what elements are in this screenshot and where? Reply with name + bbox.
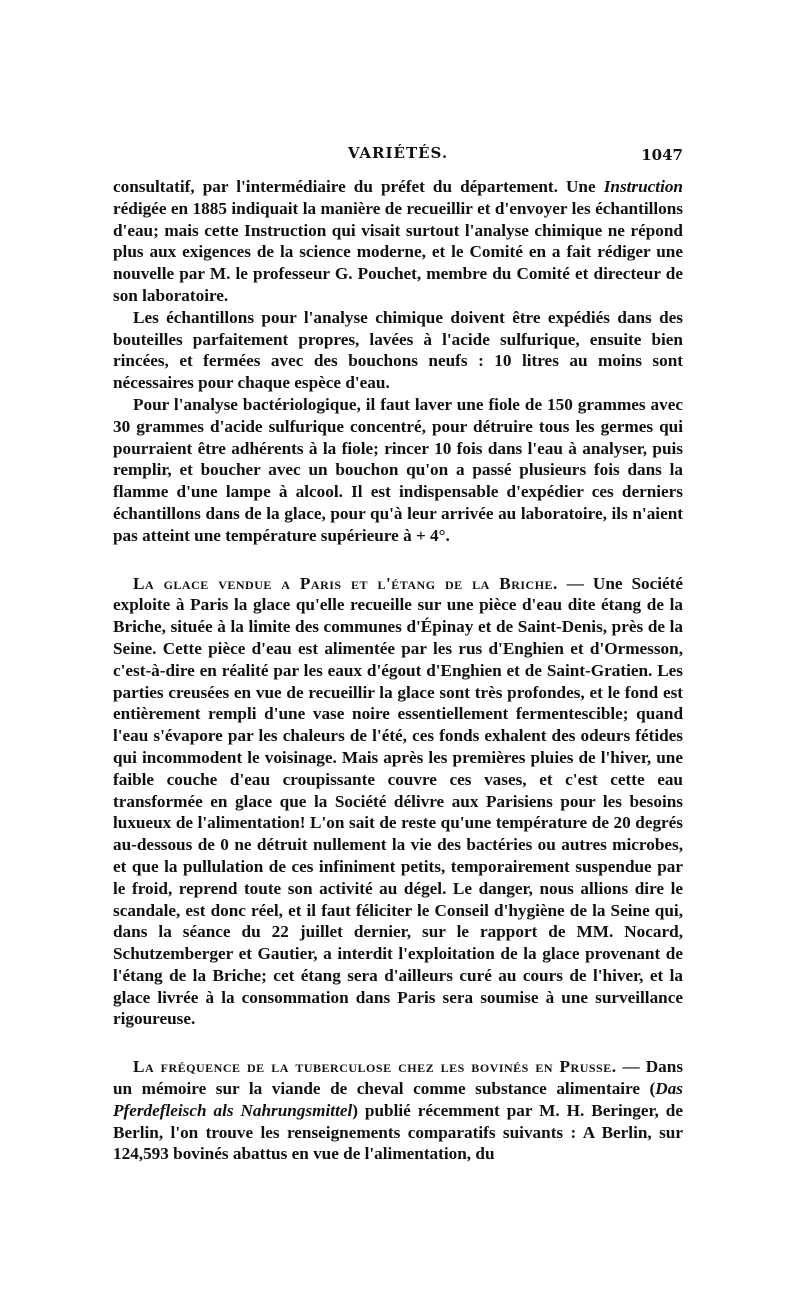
italic-title: Das Pferdefleisch als Nahrungsmittel: [113, 1079, 683, 1120]
paragraph-text: rédigée en 1885 indiquait la manière de recueillir et d'envoyer les échantillons d'eau; mais cette Instruction qui visait surtout l'analyse chimique ne répond plus aux exigences de la science moderne, et le Comité en a fait rédiger une nouvelle par M. le professeur G. Pouchet, membre du Comité et directeur de son laboratoire.: [113, 198, 683, 305]
section-heading: La fréquence de la tuberculose chez les bovinés en Prusse.: [133, 1057, 617, 1077]
paragraph-continuation: [113, 176, 683, 307]
italic-term: Instruction: [603, 177, 683, 196]
section-body: — Une Société exploite à Paris la glace qu'elle recueille sur une pièce d'eau dite étang de la Briche, située à la limite des communes d'Épinay et de Saint-Denis, près de la Seine. Cette pièce d'eau est alimentée par les rus d'Enghien et d'Ormesson, c'est-à-dire en réalité par les eaux d'égout d'Enghien et de Saint-Gratien. Les parties creusées en vue de recueillir la glace sont très profondes, et le fond est entièrement rempli d'une vase noire essentiellement fermentescible; quand l'eau s'évapore par les chaleurs de l'été, ces fonds exhalent des odeurs fétides qui incommodent le voisinage. Mais après les premières pluies de l'hiver, une faible couche d'eau croupissante couvre ces vases, et c'est cette eau transformée en glace que la Société délivre aux Parisiens pour les besoins luxueux de l'alimentation! L'on sait de reste qu'une température de 20 degrés au-dessous de 0 ne détruit nullement la vie des bactéries ou autres microbes, et que la pullulation de ces infiniment petits, temporairement suspendue par le froid, reprend toute son activité au dégel. Le danger, nous allions dire le scandale, est donc réel, et il faut féliciter le Conseil d'hygiène de la Seine qui, dans la séance du 22 juillet dernier, sur le rapport de MM. Nocard, Schutzemberger et Gautier, a interdit l'exploitation de la glace provenant de l'étang de la Briche; cet étang sera d'ailleurs curé au cours de l'hiver, et la glace livrée à la consommation dans Paris sera soumise à une surveillance rigoureuse.: [113, 573, 684, 1029]
section-gap: [113, 1030, 683, 1056]
heading-dash: —: [616, 1057, 646, 1077]
section-body: ) publié récemment par M. H. Beringer, de Berlin, l'on trouve les renseignements comparatifs suivants : A Berlin, sur 124,593 bovinés abattus en vue de l'alimentation, du: [113, 1100, 683, 1164]
section-ice-briche: [113, 573, 683, 1031]
body-text: [113, 176, 683, 1165]
running-title: VARIÉTÉS.: [347, 144, 449, 162]
paragraph-chemical-samples: Les échantillons pour l'analyse chimique doivent être expédiés dans des bouteilles parfaitement propres, lavées à l'acide sulfurique, ensuite bien rincées, et fermées avec des bouchons neufs : 10 litres au moins sont nécessaires pour chaque espèce d'eau.: [113, 307, 683, 393]
section-body: Dans un mémoire sur la viande de cheval comme substance alimentaire (: [113, 1057, 684, 1099]
running-head: [113, 144, 683, 168]
section-heading: La glace vendue a Paris et l'étang de la Briche.: [133, 573, 558, 593]
paragraph-text: consultatif, par l'intermédiaire du préfet du département. Une: [113, 177, 604, 196]
section-gap: [113, 547, 683, 573]
paragraph-bacteriological-samples: Pour l'analyse bactériologique, il faut laver une fiole de 150 grammes avec 30 grammes d'acide sulfurique concentré, pour détruire tous les germes qui pourraient être adhérents à la fiole; rincer 10 fois dans l'eau à analyser, puis remplir, et boucher avec un bouchon qu'on a passé plusieurs fois dans la flamme d'une lampe à alcool. Il est indispensable d'expédier ces derniers échantillons dans de la glace, pour qu'à leur arrivée au laboratoire, ils n'aient pas atteint une température supérieure à + 4°.: [113, 394, 683, 545]
section-tuberculosis: [113, 1056, 683, 1165]
page-number: 1047: [641, 146, 683, 164]
